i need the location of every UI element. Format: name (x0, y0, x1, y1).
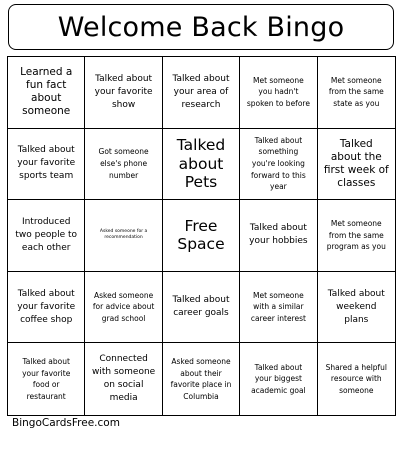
bingo-cell[interactable]: Talked about your area of research (163, 57, 240, 129)
bingo-cell[interactable]: Met someone you hadn't spoken to before (240, 57, 317, 129)
bingo-cell[interactable]: Talked about your hobbies (240, 200, 317, 272)
bingo-cell[interactable]: Connected with someone on social media (85, 343, 162, 415)
bingo-cell[interactable]: Asked someone for a recommendation (85, 200, 162, 272)
bingo-cell[interactable]: Talked about weekend plans (318, 272, 395, 344)
bingo-cell[interactable]: Shared a helpful resource with someone (325, 362, 388, 395)
bingo-cell[interactable]: Learned a fun fact about someone (8, 57, 85, 129)
title-box (8, 4, 394, 50)
bingo-cell[interactable]: Introduced two people to each other (8, 200, 85, 272)
bingo-cell[interactable]: Talked about your biggest academic goal (240, 343, 317, 415)
footer-credit: BingoCardsFree.com (12, 417, 120, 429)
bingo-cell[interactable]: Asked someone about their favorite place in Columbia (163, 343, 240, 415)
bingo-cell[interactable]: Talked about career goals (163, 272, 240, 344)
bingo-cell[interactable]: Met someone from the same state as you (318, 57, 395, 129)
bingo-grid (7, 56, 396, 416)
free-space-cell[interactable]: Free Space (163, 200, 240, 272)
bingo-cell[interactable]: Talked about your favorite food or restaurant (8, 343, 85, 415)
bingo-cell[interactable]: Asked someone for advice about grad school (85, 272, 162, 344)
bingo-cell[interactable]: Talked about the first week of classes (318, 129, 395, 201)
bingo-cell[interactable]: Met someone with a similar career interest (240, 272, 317, 344)
bingo-title: Welcome Back Bingo (57, 11, 345, 43)
bingo-cell[interactable]: Talked about your favorite sports team (8, 129, 85, 201)
bingo-cell[interactable]: Talked about Pets (163, 129, 240, 201)
bingo-cell[interactable]: Got someone else's phone number (85, 129, 162, 201)
bingo-cell[interactable]: Talked about your favorite show (85, 57, 162, 129)
bingo-cell[interactable]: Talked about your favorite coffee shop (8, 272, 85, 344)
bingo-cell[interactable]: Talked about something you're looking forward to this year (240, 129, 317, 201)
bingo-cell[interactable]: Met someone from the same program as you (318, 200, 395, 272)
